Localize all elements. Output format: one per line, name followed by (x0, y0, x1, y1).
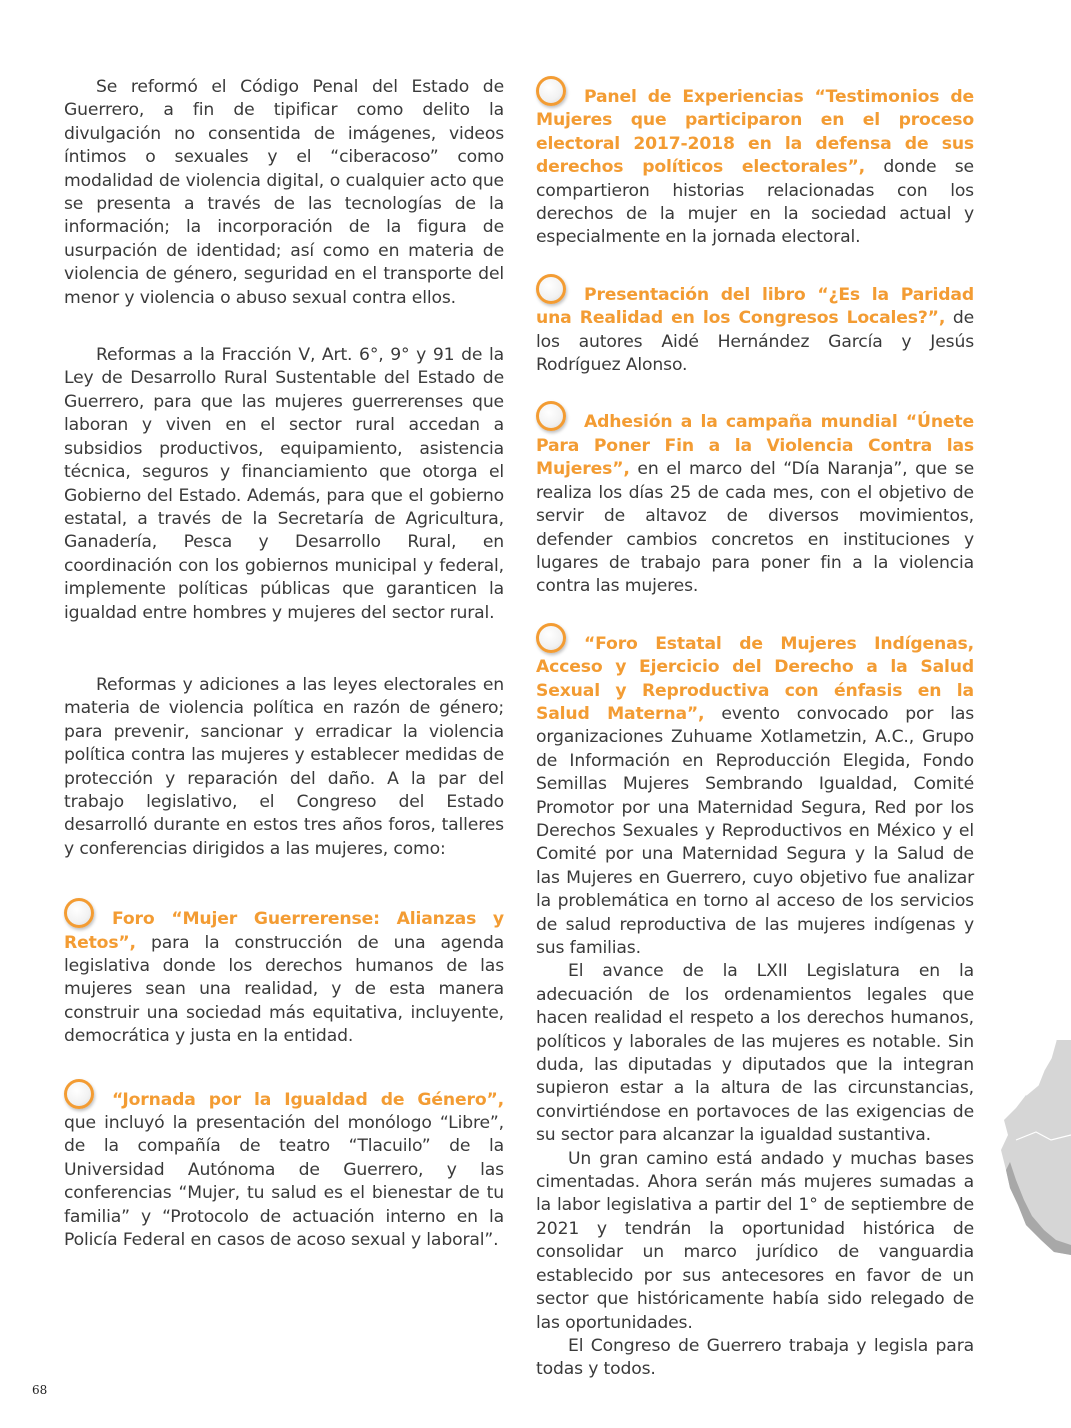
bullet-jornada-igualdad (64, 1079, 504, 1253)
bullet-title: “Foro Estatal de Mujeres Indígenas, Acceso y Ejercicio del Derecho a la Salud Sexual y Reproductiva con énfasis en la Salud Materna”, (536, 633, 974, 724)
bullet-text: para la construcción de una agenda legislativa donde los derechos humanos de las mujeres sean una realidad, y de esta manera construir una sociedad más equitativa, incluyente, democrática y justa en la entidad. (64, 932, 504, 1047)
paragraph-gran-camino: Un gran camino está andado y muchas bases cimentadas. Ahora serán más mujeres sumadas a la labor legislativa a partir del 1° de septiembre de 2021 y tendrán la oportunidad histórica de consolidar un marco jurídico de vanguardia establecido por sus antecesores en favor de un sector que históricamente había sido relegado de las oportunidades. (536, 1148, 974, 1333)
paragraph-avance-legislatura: El avance de la LXII Legislatura en la adecuación de los ordenamientos legales que hacen realidad el respeto a los derechos humanos, políticos y laborales de las mujeres es notable. Sin duda, las diputadas y diputados que la integran supieron estar a la altura de las circunstancias, convirtiéndose en portavoces de las exigencias de su sector para alcanzar la igualdad sustantiva. (536, 961, 974, 1146)
map-silhouette-icon (996, 1040, 1071, 1255)
right-column (536, 76, 974, 1382)
orange-circle-bullet-icon (64, 1079, 94, 1109)
bullet-title: Presentación del libro “¿Es la Paridad una Realidad en los Congresos Locales?”, (536, 284, 974, 329)
orange-circle-bullet-icon (536, 401, 566, 431)
bullet-text: en el marco del “Día Naranja”, que se realiza los días 25 de cada mes, con el objetivo de servir de altavoz de diversos movimientos, defender cambios concretos en instituciones y lugares de trabajo para poner fin a la violencia contra las mujeres. (536, 459, 974, 597)
paragraph-congreso-legisla: El Congreso de Guerrero trabaja y legisla para todas y todos. (536, 1335, 974, 1380)
orange-circle-bullet-icon (536, 76, 566, 106)
bullet-title: Adhesión a la campaña mundial “Únete Para Poner Fin a la Violencia Contra las Mujeres”, (536, 412, 974, 480)
orange-circle-bullet-icon (536, 623, 566, 653)
bullet-presentacion-libro (536, 274, 974, 378)
paragraph-desarrollo-rural: Reformas a la Fracción V, Art. 6°, 9° y 91 de la Ley de Desarrollo Rural Sustentable del Estado de Guerrero, para que las mujeres guerrerenses que laboran y viven en el sector rural accedan a subsidios productivos, equipamiento, asistencia técnica, seguros y financiamiento que otorga el Gobierno del Estado. Además, para que el gobierno estatal, a través de la Secretaría de Agricultura, Ganadería, Pesca y Desarrollo Rural, en coordinación con los gobiernos municipal y federal, implemente políticas públicas que garanticen la igualdad entre hombres y mujeres del sector rural. (64, 345, 504, 623)
bullet-panel-experiencias (536, 76, 974, 250)
bullet-title: Foro “Mujer Guerrerense: Alianzas y Retos”, (64, 909, 504, 953)
bullet-text: evento convocado por las organizaciones Zuhuame Xotlametzin, A.C., Grupo de Información en Reproducción Elegida, Fondo Semillas Mujeres Sembrando Igualdad, Comité Promotor por una Maternidad Segura, Red por los Derechos Sexuales y Reproductivos en México y el Comité por una Maternidad Segura y la Salud de las Mujeres en Guerrero, cuyo objetivo fue analizar la problemática en torno al acceso de los servicios de salud reproductiva de las mujeres indígenas y sus familias. (536, 703, 975, 958)
left-column (64, 76, 504, 1252)
bullet-text: que incluyó la presentación del monólogo “Libre”, de la compañía de teatro “Tlacuilo” de la Universidad Autónoma de Guerrero, y las conferencias “Mujer, tu salud es el bienestar de tu familia” y “Protocolo de actuación interno en la Policía Federal en casos de acoso sexual y laboral”. (64, 1113, 504, 1251)
orange-circle-bullet-icon (536, 274, 566, 304)
paragraph-codigo-penal: Se reformó el Código Penal del Estado de Guerrero, a fin de tipificar como delito la divulgación no consentida de imágenes, videos íntimos o sexuales y el “ciberacoso” como modalidad de violencia digital, o cualquier acto que se presenta a través de las tecnologías de la información; la incorporación de la figura de usurpación de identidad; así como en materia de violencia de género, seguridad en el transporte del menor y violencia o abuso sexual contra ellos. (64, 77, 504, 308)
bullet-text: de los autores Aidé Hernández García y Jesús Rodríguez Alonso. (536, 308, 975, 376)
bullet-title: “Jornada por la Igualdad de Género”, (112, 1089, 504, 1110)
bullet-foro-mujeres-indigenas (536, 623, 974, 961)
bullet-campana-unete (536, 401, 974, 598)
page-number: 68 (32, 1383, 48, 1397)
bullet-foro-mujer-guerrerense (64, 898, 504, 1048)
orange-circle-bullet-icon (64, 898, 94, 928)
bullet-title: Panel de Experiencias “Testimonios de Mujeres que participaron en el proceso electoral 2017-2018 en la defensa de sus derechos políticos electorales”, (536, 87, 974, 178)
paragraph-leyes-electorales: Reformas y adiciones a las leyes electorales en materia de violencia política en razón de género; para prevenir, sancionar y erradicar la violencia política contra las mujeres y establecer medidas de protección y reparación del daño. A la par del trabajo legislativo, el Congreso del Estado desarrolló durante en estos tres años foros, talleres y conferencias dirigidos a las mujeres, como: (64, 674, 504, 859)
bullet-text: donde se compartieron historias relacionadas con los derechos de la mujer en la sociedad actual y especialmente en la jornada electoral. (536, 157, 974, 248)
